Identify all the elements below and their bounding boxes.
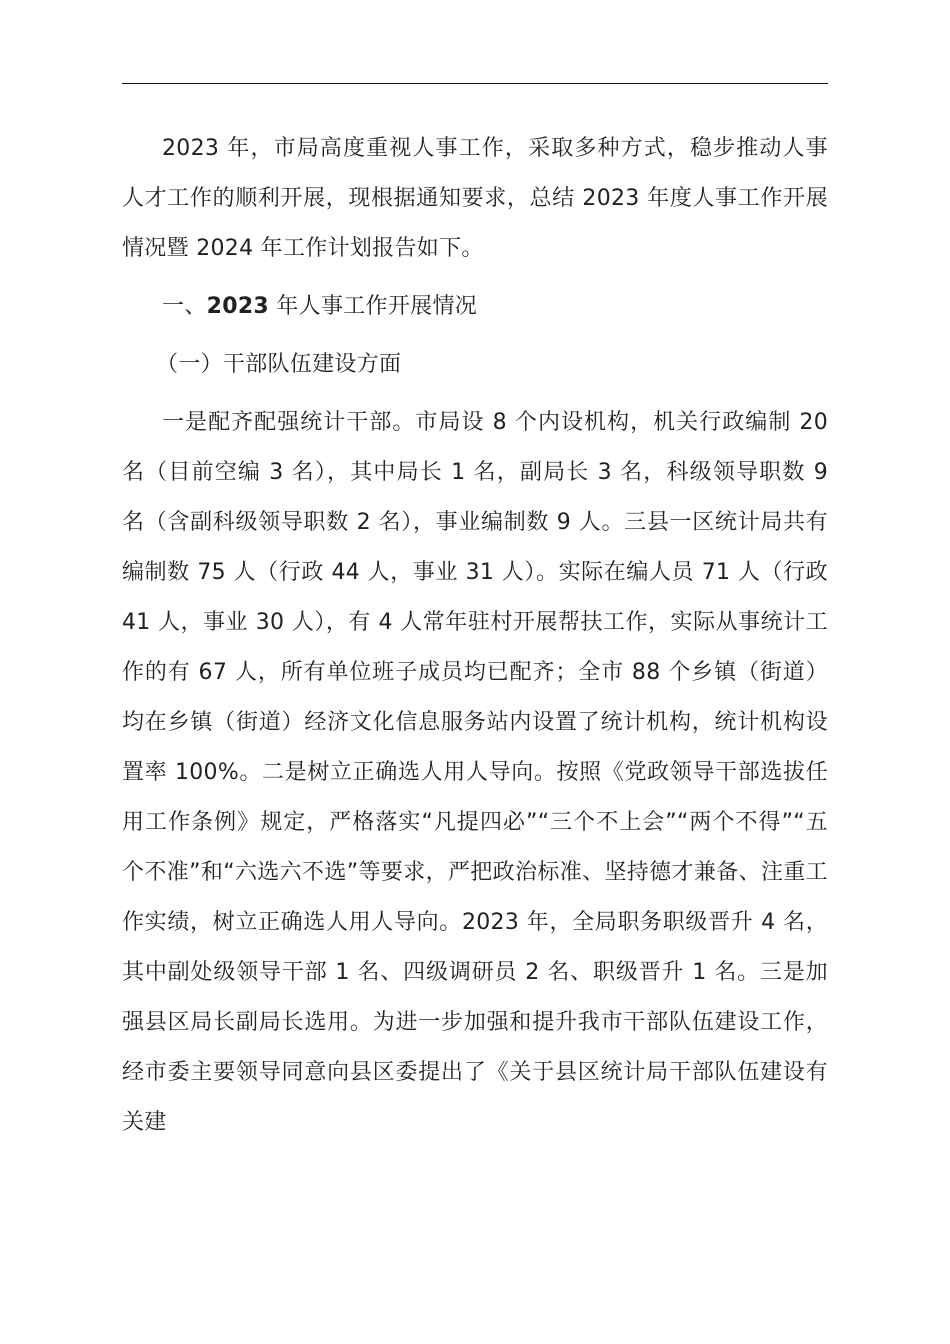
- document-body: [122, 124, 828, 1148]
- subsection-heading-1: （一）干部队伍建设方面: [156, 352, 402, 377]
- section-heading-1: [122, 282, 828, 332]
- header-rule: [122, 83, 828, 84]
- intro-paragraph: 2023 年，市局高度重视人事工作，采取多种方式，稳步推动人事人才工作的顺利开展，现根据通知要求，总结 2023 年度人事工作开展情况暨 2024 年工作计划报告如下。: [122, 136, 828, 261]
- section-heading-prefix: 一、: [162, 294, 207, 319]
- section-heading-title: 年人事工作开展情况: [269, 294, 478, 319]
- section-heading-year: 2023: [206, 294, 270, 319]
- body-paragraph: 一是配齐配强统计干部。市局设 8 个内设机构，机关行政编制 20 名（目前空编 3 名），其中局长 1 名，副局长 3 名，科级领导职数 9 名（含副科级领导职数 2 名），事业编制数 9 人。三县一区统计局共有编制数 75 人（行政 44 人，事业 31 人）。实际在编人员 71 人（行政 41 人，事业 30 人），有 4 人常年驻村开展帮扶工作，实际从事统计工作的有 67 人，所有单位班子成员均已配齐；全市 88 个乡镇（街道）均在乡镇（街道）经济文化信息服务站内设置了统计机构，统计机构设置率 100%。二是树立正确选人用人导向。按照《党政领导干部选拔任用工作条例》规定，严格落实“凡提四必”“三个不上会”“两个不得”“五个不准”和“六选六不选”等要求，严把政治标准、坚持德才兼备、注重工作实绩，树立正确选人用人导向。2023 年，全局职务职级晋升 4 名，其中副处级领导干部 1 名、四级调研员 2 名、职级晋升 1 名。三是加强县区局长副局长选用。为进一步加强和提升我市干部队伍建设工作，经市委主要领导同意向县区委提出了《关于县区统计局干部队伍建设有关建: [122, 410, 828, 1135]
